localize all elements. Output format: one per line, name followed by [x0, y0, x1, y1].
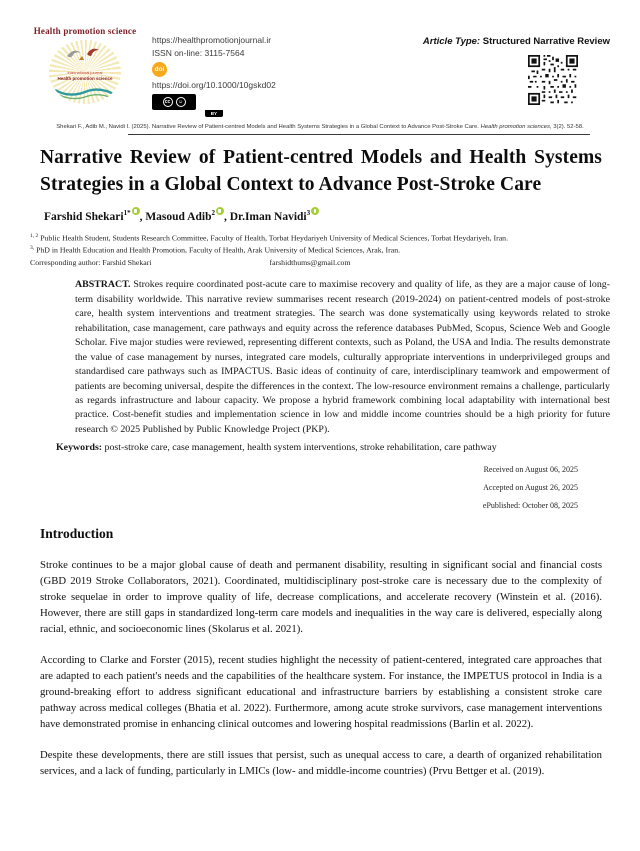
article-dates [0, 465, 578, 510]
citation-front: Shekari F., Adib M., Navidi I. (2025). Narrative Review of Patient-centred Models and Health Systems Strategies in a Global Context to Advance Post-Stroke Care. [56, 124, 481, 131]
cc-icon: cc [163, 97, 173, 107]
affiliations-block [30, 232, 604, 268]
abstract-label: ABSTRACT. [75, 279, 131, 291]
header-right-block [423, 26, 610, 117]
affiliation-line [30, 232, 604, 244]
affiliation-text: PhD in Health Education and Health Promotion, Faculty of Health, Arak University of Medical Sciences, Arak, Iran. [34, 245, 401, 255]
corresponding-author-line [30, 257, 604, 269]
article-type-label: Article Type: [422, 36, 481, 47]
corresponding-author-label: Corresponding author: Farshid Shekari [30, 257, 152, 267]
section-heading-introduction: Introduction [40, 525, 114, 541]
abstract-text: Strokes require coordinated post-acute care to maximise recovery and quality of life, as they are a major cause of long-term disability worldwide. This narrative review summarises recent research (2019-2024) on patient-centred models of post-stroke care, health system interventions and treatment strategies. The search was done systematically using keywords related to stroke rehabilitation, case management, care pathways and equity across the reference databases PubMed, Scopus, Science Web and Google Scholar. Five major studies were reviewed, representing different contexts, such as Poland, the USA and India. The results demonstrate the value of case management by nurses, integrated care models, culturally appropriate interventions in underprivileged groups and standardised care pathways such as IMPACTUS. Basic ideas of continuity of care, interdisciplinary teamwork and empowerment of patients are becoming universal, despite the differences in the context. The low-resource environment remains a challenge, particularly as regards infrastructure and labour capacity. We propose a hybrid framework combining local adaptability with international best practice. Cost-benefit studies and implementation science in low and middle income countries should be a high priority for future research © 2025 Published by Public Knowledge Project (PKP). [75, 279, 610, 435]
header-divider [128, 134, 590, 135]
author-sup: 3 [306, 209, 311, 218]
author-name: Dr.Iman Navidi [229, 211, 307, 224]
author-list [44, 207, 600, 223]
intro-paragraph: Despite these developments, there are still issues that persist, such as unequal access to care, a dearth of organized rehabilitation services, and a lack of funding, particularly in LMICs (low- and middle-income countries) (Prvu Bettger et al. (2019). [40, 749, 602, 778]
author-separator: , [223, 211, 230, 224]
journal-website-link[interactable]: https://healthpromotionjournal.ir [152, 35, 272, 45]
journal-name: Health promotion science [33, 26, 137, 36]
cc-by-badge [152, 94, 196, 110]
article-type [423, 36, 610, 47]
author-name: Farshid Shekari [44, 211, 124, 224]
qr-code [528, 55, 578, 105]
orcid-icon[interactable] [311, 207, 319, 215]
abstract [75, 278, 610, 437]
author [44, 211, 140, 223]
article-type-value: Structured Narrative Review [480, 36, 610, 47]
keywords [56, 441, 610, 455]
epublished-date: ePublished: October 08, 2025 [482, 500, 578, 510]
cc-by-label: BY [205, 110, 223, 117]
received-date: Received on August 06, 2025 [483, 464, 578, 474]
intro-paragraph: According to Clarke and Forster (2015), recent studies highlight the necessity of patient-centered, integrated care approaches that are adapted to each patient's needs and the capabilities of the healthcare system. For instance, the IMPETUS protocol in India is a ground-breaking effort to address significant educational and infrastructure barriers by establishing a consistent stroke care pathway across medical colleges (Bhatia et al. 2022). Furthermore, among acute stroke survivors, case management interventions have demonstrated promise in enhancing clinical outcomes and lowering hospital readmissions (Barlin et al. 2022). [40, 654, 602, 731]
intro-paragraph: Stroke continues to be a major global cause of death and permanent disability, resulting in significant social and financial costs (GBD 2019 Stroke Collaborators, 2021). Coordinated, multidisciplinary post-stroke care is necessary due to the complexity of stroke sequelae in order to improve quality of life, decrease complications, and accelerate recovery (Winstein et al. (2016). However, there are still gaps in standardized long-term care models and inequalities in the way care is delivered, especially along racial, ethnic, and socioeconomic lines (Skolarus et al. 2021). [40, 558, 602, 635]
person-icon: ☺ [176, 97, 186, 107]
author-sup: 2 [211, 209, 215, 218]
author-sup: 1* [123, 209, 131, 218]
logo-caption-1: international journal [67, 70, 103, 75]
doi-link[interactable]: https://doi.org/10.1000/10gskd02 [152, 79, 276, 90]
citation-pages: 3(2). 52-58. [551, 124, 584, 131]
affiliation-sup: 3, [30, 245, 35, 252]
affiliation-sup: 1, 2 [30, 233, 39, 240]
affiliation-text: Public Health Student, Students Research Committee, Faculty of Health, Torbat Heydariyeh University of Medical Sciences, Torbat Heydariyeh, Iran. [38, 233, 509, 243]
citation-journal: Health promotion sciences, [480, 124, 552, 131]
accepted-date: Accepted on August 26, 2025 [483, 482, 578, 492]
orcid-icon[interactable] [216, 207, 224, 215]
paper-title: Narrative Review of Patient-centred Models and Health Systems Strategies in a Global Context to Advance Post-Stroke Care [40, 147, 602, 195]
keywords-label: Keywords: [56, 442, 103, 454]
author [230, 211, 319, 223]
orcid-icon[interactable] [132, 207, 140, 215]
author-separator: , [139, 211, 146, 224]
citation-line [10, 124, 630, 130]
logo-caption-2: Health promotion science [57, 76, 113, 81]
journal-logo-icon [49, 40, 121, 104]
affiliation-line [30, 244, 604, 256]
doi-icon: doi [152, 62, 167, 77]
journal-logo-block [26, 26, 144, 117]
issn-text: ISSN on-line: 3115-7564 [152, 47, 245, 58]
keywords-text: post-stroke care, case management, health system interventions, stroke rehabilitation, care pathway [102, 442, 497, 454]
author [145, 211, 224, 223]
page-header [0, 0, 640, 117]
corresponding-email-link[interactable]: farshidthums@gmail.com [269, 257, 351, 267]
journal-links-block [152, 26, 276, 117]
author-name: Masoud Adib [145, 211, 212, 224]
